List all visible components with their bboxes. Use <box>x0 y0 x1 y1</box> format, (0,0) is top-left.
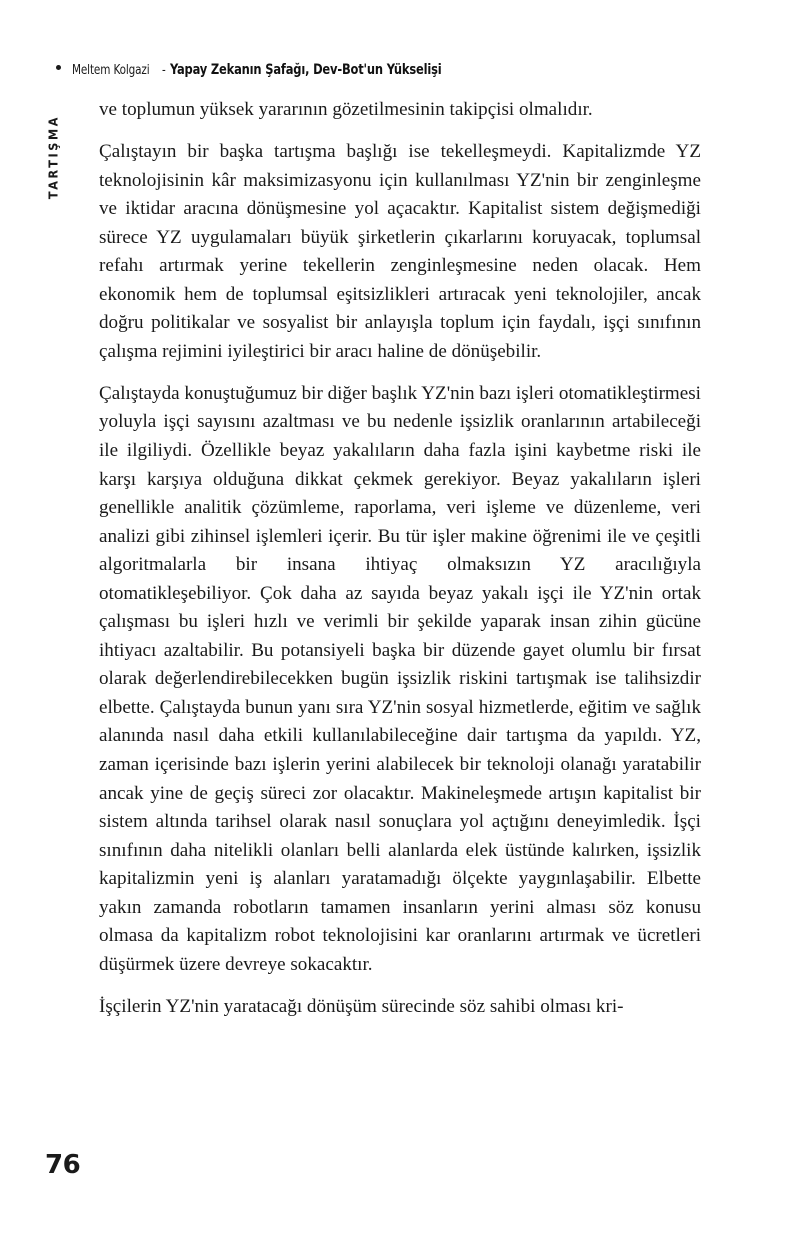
body-paragraph: İşçilerin YZ'nin yaratacağı dönüşüm sürecinde söz sahibi olması kri- <box>99 995 624 1017</box>
running-head-separator: - <box>162 62 166 78</box>
page-number: 76 <box>45 1150 81 1180</box>
bullet-icon <box>56 65 61 70</box>
body-text-column <box>99 96 701 1021</box>
section-tab <box>40 92 66 222</box>
body-paragraph: ve toplumun yüksek yararının gözetilmesinin takipçisi olmalıdır. <box>99 99 593 120</box>
running-head <box>56 62 478 78</box>
running-head-author: Meltem Kolgazi <box>72 62 150 78</box>
body-paragraph: Çalıştayda konuştuğumuz bir diğer başlık YZ'nin bazı işleri otomatikleştirmesi yoluyla işçi sayısını azaltması ve bu nedenle işsizlik oranlarının artabileceği ile ilgiliydi. Özellikle beyaz yakalıların daha fazla işini kaybetme riski ile karşı karşıya olduğuna dikkat çekmek gerekiyor. Beyaz yakalıların işleri genellikle analitik çözümleme, raporlama, veri işleme ve düzenleme, veri analizi gibi zihinsel işlemleri içerir. Bu tür işler makine öğrenimi ile ve çeşitli algoritmalarla bir insana ihtiyaç olmaksızın YZ aracılığıyla otomatikleşebiliyor. Çok daha az sayıda beyaz yakalı işçi ile YZ'nin ortak çalışması bu işleri hızlı ve verimli bir şekilde yaparak insan zihin gücüne ihtiyacı azaltabilir. Bu potansiyeli başka bir düzende gayet olumlu bir fırsat olarak değerlendirebilecekken bugün işsizlik riskini tartışmak ise talihsizdir elbette. Çalıştayda bunun yanı sıra YZ'nin sosyal hizmetlerde, eğitim ve sağlık alanında nasıl daha etkili kullanılabileceğine dair tartışma da yapıldı. YZ, zaman içerisinde bazı işlerin yerini alabilecek bir teknoloji olanağı yaratabilir ancak yine de geçiş süreci zor olacaktır. Makineleşmede artışın kapitalist bir sistem altında tarihsel olarak nasıl sonuçlara yol açtığını deneyimledik. İşçi sınıfının daha nitelikli olanları belli alanlarda elek üstünde kalırken, işsizlik kapitalizmin yeni iş alanları yaratamadığı ölçekte yaygınlaşabilir. Elbette yakın zamanda robotların tamamen insanların yerini alması söz konusu olmasa da kapitalizm robot teknolojisini kar oranlarını artırmak ve ücretleri düşürmek üzere devreye sokacaktır. <box>99 382 701 975</box>
section-tab-label: TARTIŞMA <box>45 114 61 200</box>
body-paragraph: Çalıştayın bir başka tartışma başlığı ise tekelleşmeydi. Kapitalizmde YZ teknolojisinin kâr maksimizasyonu için kullanılması YZ'nin bir zenginleşme ve iktidar aracına dönüşmesine yol açacaktır. Kapitalist sistem değişmediği sürece YZ uygulamaları büyük şirketlerin çıkarlarını koruyacak, toplumsal refahı artırmak yerine tekellerin zenginleşmesine neden olacak. Hem ekonomik hem de toplumsal eşitsizlikleri artıracak yeni teknolojiler, ancak doğru politikalar ve sosyalist bir anlayışla toplum için faydalı, işçi sınıfının çalışma rejimini iyileştirici bir aracı haline de dönüşebilir. <box>99 141 701 362</box>
running-head-article-title: Yapay Zekanın Şafağı, Dev-Bot'un Yükselişi <box>169 62 442 78</box>
